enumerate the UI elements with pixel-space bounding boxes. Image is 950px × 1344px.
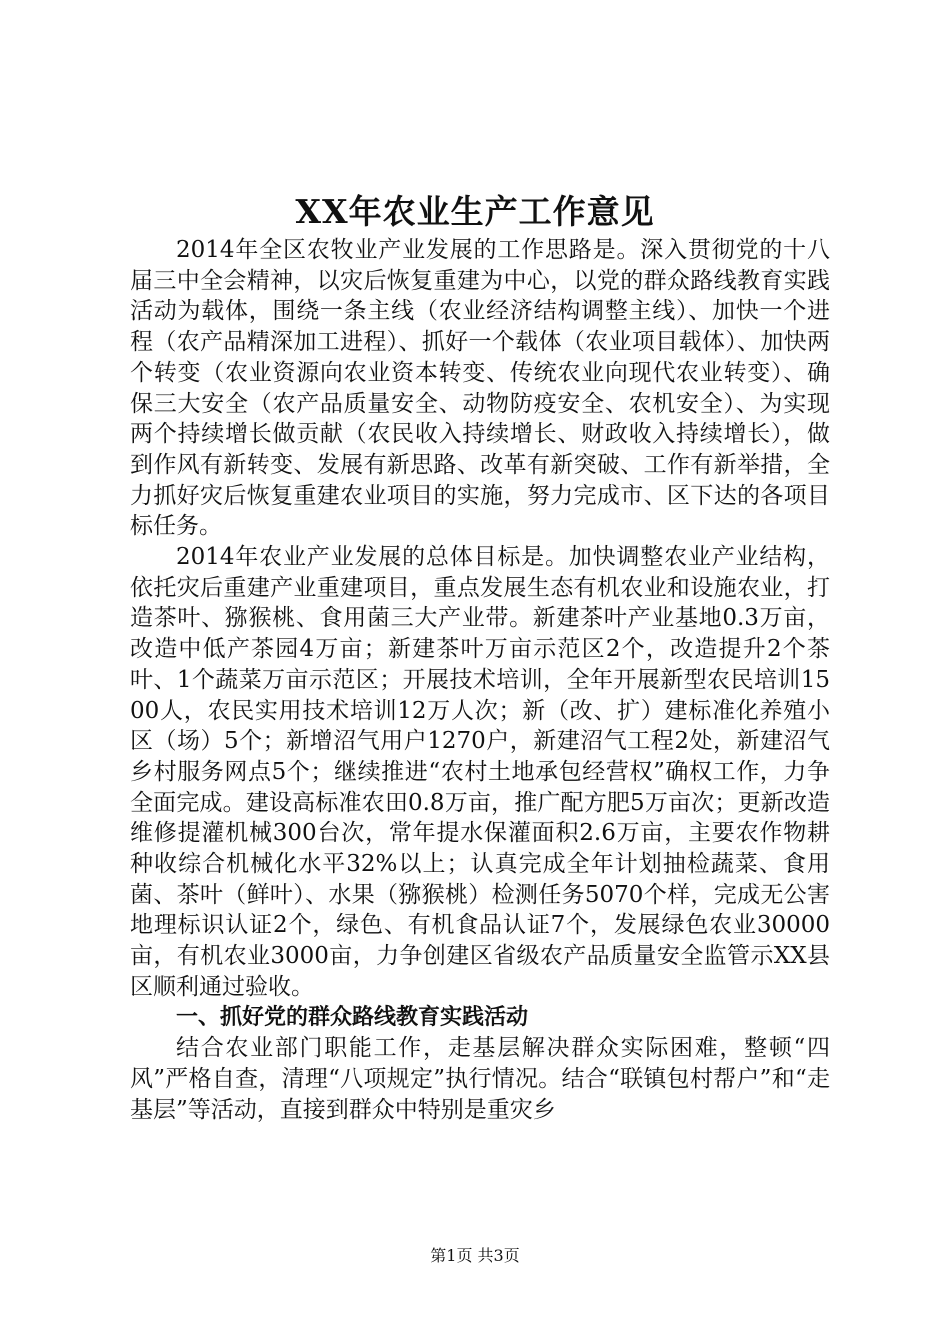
- section-heading: 一、抓好党的群众路线教育实践活动: [176, 1004, 529, 1030]
- document-title: XX年农业生产工作意见: [295, 192, 655, 231]
- paragraph-overall-goals: 2014年农业产业发展的总体目标是。加快调整农业产业结构，依托灾后重建产业重建项目，重点发展生态有机农业和设施农业，打造茶叶、猕猴桃、食用菌三大产业带。新建茶叶产业基地0.3万亩，改造中低产茶园4万亩；新建茶叶万亩示范区2个，改造提升2个茶叶、1个蔬菜万亩示范区；开展技术培训，全年开展新型农民培训1500人，农民实用技术培训12万人次；新（改、扩）建标准化养殖小区（场）5个；新增沼气用户1270户，新建沼气工程2处，新建沼气乡村服务网点5个；继续推进“农村土地承包经营权”确权工作，力争全面完成。建设高标准农田0.8万亩，推广配方肥5万亩次；更新改造维修提灌机械300台次，常年提水保灌面积2.6万亩，主要农作物耕种收综合机械化水平32%以上；认真完成全年计划抽检蔬菜、食用菌、茶叶（鲜叶）、水果（猕猴桃）检测任务5070个样，完成无公害地理标识认证2个，绿色、有机食品认证7个，发展绿色农业30000亩，有机农业3000亩，力争创建区省级农产品质量安全监管示XX县区顺利通过验收。: [130, 544, 830, 1000]
- paragraph-work-approach: 2014年全区农牧业产业发展的工作思路是。深入贯彻党的十八届三中全会精神，以灾后恢复重建为中心，以党的群众路线教育实践活动为载体，围绕一条主线（农业经济结构调整主线）、加快一个进程（农产品精深加工进程）、抓好一个载体（农业项目载体）、加快两个转变（农业资源向农业资本转变、传统农业向现代农业转变）、确保三大安全（农产品质量安全、动物防疫安全、农机安全）、为实现两个持续增长做贡献（农民收入持续增长、财政收入持续增长），做到作风有新转变、发展有新思路、改革有新突破、工作有新举措，全力抓好灾后恢复重建农业项目的实施，努力完成市、区下达的各项目标任务。: [130, 237, 830, 540]
- page-footer: 第1页 共3页: [430, 1246, 520, 1265]
- section-paragraph: 结合农业部门职能工作，走基层解决群众实际困难，整顿“四风”严格自查，清理“八项规定”执行情况。结合“联镇包村帮户”和“走基层”等活动，直接到群众中特别是重灾乡: [130, 1035, 830, 1123]
- document-body: [130, 235, 830, 1125]
